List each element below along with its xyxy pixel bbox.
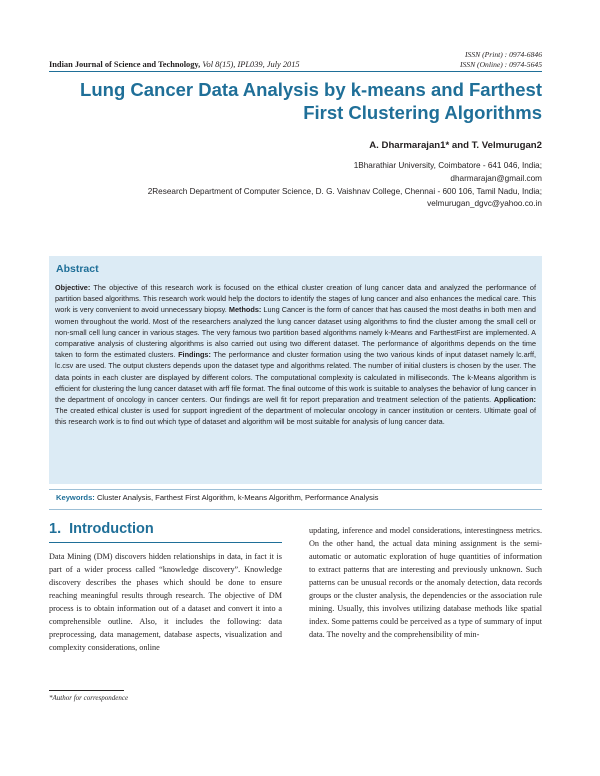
methods-text: Lung Cancer is the form of cancer that has caused the most deaths in both men and women throughout the world. Most of the researchers analyzed the lung cancer dataset using algorithms to find the cluster among the small cell or non-small cell lung cancer in various stages. The very famous two partition based algorithms namely k-Means and FarthestFirst are implemented. A comparative analysis of clustering algorithms is also carried out using two different dataset. The performance of algorithms depends on the time taken to form the estimated clusters. bbox=[55, 305, 536, 360]
journal-volume: Vol 8(15), IPL039, July 2015 bbox=[200, 60, 300, 69]
keywords bbox=[56, 493, 378, 502]
author-line: A. Dharmarajan1* and T. Velmurugan2 bbox=[369, 140, 542, 151]
findings-text: The performance and cluster formation using the two various kinds of input dataset namely lc.arff, lc.csv are used. The output clusters depends upon the dataset type and algorithms related. The number of initial clusters is chosen by the user. The data points in each cluster are displayed by different colors. The computational complexity is calculated in milliseconds. The k-Means algorithm is efficient for clustering the lung cancer dataset with arff file format. The final outcome of this work is suitable to analyses the behavior of lung cancer in the department of oncology in cancer centers. Our findings are well fit for report preparation and treatment selection of the patients. bbox=[55, 350, 537, 405]
footnote-rule bbox=[49, 690, 124, 691]
application-label: Application: bbox=[493, 395, 536, 405]
keywords-rule-bottom bbox=[49, 509, 542, 510]
section-number: 1. bbox=[49, 521, 62, 537]
section-rule bbox=[49, 542, 282, 543]
journal-name: Indian Journal of Science and Technology, bbox=[49, 60, 201, 69]
journal-citation bbox=[49, 60, 300, 69]
abstract-text bbox=[55, 282, 536, 428]
section-title: Introduction bbox=[69, 521, 154, 537]
paper-title: Lung Cancer Data Analysis by k-means and Farthest First Clustering Algorithms bbox=[80, 79, 542, 123]
affiliation-1: 1Bharathiar University, Coimbatore - 641 046, India; bbox=[353, 161, 542, 170]
methods-label: Methods: bbox=[228, 305, 262, 315]
abstract-heading: Abstract bbox=[56, 263, 99, 275]
keywords-rule-top bbox=[49, 489, 542, 490]
header-rule bbox=[49, 71, 542, 72]
issn-online: ISSN (Online) : 0974-5645 bbox=[459, 60, 542, 69]
section-heading bbox=[49, 521, 154, 537]
body-column-right: updating, inference and model considerations, interestingness metrics. On the other hand, the actual data mining assignment is the semi-automatic or automatic exploration of huge quantities of information to extract patterns that are interesting and previously unknown. Such patterns can be unusual records or the anomaly detection, data records groups or the cluster analysis, the dependencies or the association rule mining. Usually, this involves utilizing database methods like spatial index. Some patterns could be perceived as a type of summary of input data. The novelty and the comprehensibility of min- bbox=[309, 526, 542, 639]
application-text: The created ethical cluster is used for support ingredient of the department of molecular oncology in cancer institution or centers. Ultimate goal of this research work is to find out which type of dataset and algorithm will be most suitable for analysis of lung cancer data. bbox=[55, 406, 536, 427]
findings-label: Findings: bbox=[178, 350, 211, 360]
affiliations bbox=[148, 160, 542, 211]
keywords-text: Cluster Analysis, Farthest First Algorithm, k-Means Algorithm, Performance Analysis bbox=[94, 493, 379, 502]
email-1: dharmarajan@gmail.com bbox=[450, 173, 542, 183]
issn-print: ISSN (Print) : 0974-6846 bbox=[465, 50, 542, 59]
abstract-box bbox=[49, 256, 542, 484]
footnote: *Author for correspondence bbox=[49, 694, 129, 702]
body-column-left: Data Mining (DM) discovers hidden relationships in data, in fact it is part of a wider process called “knowledge discovery”. Knowledge discovery describes the phases which should be done to ensure reaching meaningful results through research. The objective of DM process is to obtain information out of a dataset and convert it into a comprehensible outline. Also, it includes the following: data preprocessing, data management, database aspects, visualization and complexity considerations, online bbox=[49, 552, 282, 652]
objective-label: Objective: bbox=[55, 283, 91, 292]
affiliation-2: 2Research Department of Computer Science, D. G. Vaishnav College, Chennai - 600 106, Tamil Nadu, India; bbox=[147, 186, 542, 196]
keywords-label: Keywords: bbox=[56, 493, 95, 502]
objective-text: The objective of this research work is focused on the ethical cluster creation of lung cancer data and analyzed the performance of partition based algorithms. This research work would help the doctors to identify the stages of lung cancer and also enhances the medical care. This work is very convenient to avoid unnecessary biopsy. bbox=[55, 283, 536, 315]
email-2: velmurugan_dgvc@yahoo.co.in bbox=[427, 199, 542, 209]
issn-block bbox=[460, 50, 542, 70]
